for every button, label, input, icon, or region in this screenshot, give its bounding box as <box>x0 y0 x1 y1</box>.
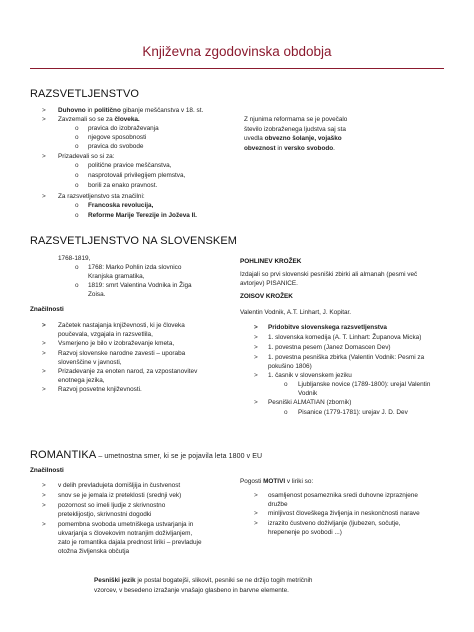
list-item: minljivost človeškega življenja in neskončnosti narave <box>268 510 420 517</box>
arrow-bullet-icon: > <box>42 482 46 489</box>
list-item: pokušino 1806) <box>268 363 312 370</box>
list-item: družbe <box>268 501 288 508</box>
list-item: 1768: Marko Pohlin izda slovnico <box>88 264 182 271</box>
pesniski-jezik-text: vzorcev, v besedeno izražanje vnašajo glasbeno in barvne elemente. <box>94 587 289 594</box>
list-item: 1. povestna pesem (Janez Domascen Dev) <box>268 344 391 351</box>
arrow-bullet-icon: > <box>42 368 46 375</box>
subheading-pohlinev-krozek: POHLINEV KROŽEK <box>240 258 302 265</box>
list-item: Za razsvetljenstvo sta značilni: <box>58 193 145 200</box>
circle-bullet-icon: o <box>284 381 288 388</box>
zois-text: Valentin Vodnik, A.T. Linhart, J. Kopitar. <box>240 309 352 316</box>
list-item: Zavzemali so se za človeka. <box>58 116 140 123</box>
circle-bullet-icon: o <box>75 202 79 209</box>
arrow-bullet-icon: > <box>42 193 46 200</box>
list-item: Kranjska gramatika, <box>88 273 145 280</box>
list-item: pravica do izobraževanja <box>88 125 159 132</box>
circle-bullet-icon: o <box>75 125 79 132</box>
reform-note: Z njunima reformama se je povečalo število izobraženega ljudstva saj sta uvedla obvezno šolanje, vojaško obveznost in versko svobodo. <box>244 116 348 152</box>
arrow-bullet-icon: > <box>254 520 258 527</box>
list-item: poučevala, vzgajala in razsvetlila, <box>58 331 153 338</box>
list-item: Vodnik <box>298 390 318 397</box>
arrow-bullet-icon: > <box>254 334 258 341</box>
arrow-bullet-icon: > <box>42 492 46 499</box>
circle-bullet-icon: o <box>75 212 79 219</box>
list-item: snov se je jemala iz preteklosti (srednji vek) <box>58 492 182 499</box>
arrow-bullet-icon: > <box>42 502 46 509</box>
pesniski-jezik-text: Pesniški jezik je postal bogatejši, slikovit, pesniki se ne držijo togih metričnih <box>94 577 313 584</box>
list-item: Prizadevanje za enoten narod, za vzpostanovitev <box>58 368 198 375</box>
list-item: Francoska revolucija, <box>88 202 154 209</box>
arrow-bullet-icon: > <box>254 372 258 379</box>
list-item: njegove sposobnosti <box>88 134 147 141</box>
circle-bullet-icon: o <box>75 264 79 271</box>
arrow-bullet-icon: > <box>254 492 258 499</box>
list-item: pravica do svobode <box>88 143 144 150</box>
list-item: Reforme Marije Terezije in Joževa II. <box>88 212 197 219</box>
arrow-bullet-icon: > <box>254 324 258 331</box>
subheading-zoisov-krozek: ZOISOV KROŽEK <box>240 293 293 300</box>
list-item: enotnega jezika, <box>58 377 105 384</box>
list-item: otožna življenska občutja <box>58 548 130 555</box>
list-item: zato je romantika dajala prednost liriki – prevladuje <box>58 539 202 546</box>
list-item: borili za enako pravnost. <box>88 182 158 189</box>
arrow-bullet-icon: > <box>42 322 46 329</box>
list-item: Ljubljanske novice (1789-1800): urejal Valentin <box>298 381 431 388</box>
arrow-bullet-icon: > <box>42 386 46 393</box>
section-heading-slovenski: RAZSVETLJENSTVO NA SLOVENSKEM <box>30 235 238 247</box>
circle-bullet-icon: o <box>75 182 79 189</box>
list-item: Razvoj slovenske narodne zavesti – uporaba <box>58 350 186 357</box>
list-item: Pesniški ALMATIAN (zbornik) <box>268 399 352 406</box>
subheading-znacilnosti: Značilnosti <box>30 306 64 313</box>
list-item: pomembna svoboda umetniškega ustvarjanja in <box>58 521 194 528</box>
list-item: ukvarjanja s človekovim notranjim doživljanjem, <box>58 530 193 537</box>
subheading-znacilnosti: Značilnosti <box>30 467 64 474</box>
arrow-bullet-icon: > <box>42 350 46 357</box>
list-item: Pisanice (1779-1781): urejav J. D. Dev <box>298 409 408 416</box>
section-heading-razsvetljenstvo: RAZSVETLJENSTVO <box>30 88 140 100</box>
circle-bullet-icon: o <box>75 172 79 179</box>
arrow-bullet-icon: > <box>42 116 46 123</box>
list-item: Začetek nastajanja književnosti, ki je človeka <box>58 322 185 329</box>
arrow-bullet-icon: > <box>42 153 46 160</box>
list-item: osamljenost posameznika sredi duhovne izpraznjene <box>268 492 418 499</box>
list-item: Pridobitve slovenskega razsvetljenstva <box>268 324 387 331</box>
circle-bullet-icon: o <box>75 134 79 141</box>
arrow-bullet-icon: > <box>254 344 258 351</box>
circle-bullet-icon: o <box>75 282 79 289</box>
list-item: Vsmerjeno je bilo v izobraževanje kmeta, <box>58 340 175 347</box>
arrow-bullet-icon: > <box>42 340 46 347</box>
list-item: preteklijostjo, skrivnostni dogodki <box>58 511 152 518</box>
list-item: Duhovno in politično gibanje meščanstva v 18. st. <box>58 107 204 114</box>
list-item: politične pravice meščanstva, <box>88 162 172 169</box>
list-item: 1. povestna pesniška zbirka (Valentin Vodnik: Pesmi za <box>268 354 425 361</box>
list-item: Prizadevali so si za: <box>58 153 115 160</box>
pohlin-text: avtorjev) PISANICE. <box>240 280 298 287</box>
circle-bullet-icon: o <box>75 162 79 169</box>
list-item: 1819: smrt Valentina Vodnika in Žiga <box>88 282 192 289</box>
list-item: izrazito čustveno doživljanje (ljubezen, sočutje, <box>268 520 401 527</box>
arrow-bullet-icon: > <box>254 510 258 517</box>
pohlin-text: Izdajali so prvi slovenski pesniški zbirki ali almanah (pesmi več <box>240 271 418 278</box>
list-item: pozornost so imeli ljudje z skrivnostno <box>58 502 166 509</box>
arrow-bullet-icon: > <box>42 107 46 114</box>
circle-bullet-icon: o <box>75 143 79 150</box>
list-item: 1. slovenska komedija (A. T. Linhart: Županova Micka) <box>268 334 422 341</box>
list-item: Zoisa. <box>88 291 106 298</box>
motivi-intro: Pogosti MOTIVI v liriki so: <box>240 478 314 485</box>
list-item: hrepenenje po svobodi ...) <box>268 529 342 536</box>
list-item: 1768-1819, <box>58 255 91 262</box>
title-rule <box>30 68 444 69</box>
arrow-bullet-icon: > <box>42 521 46 528</box>
list-item: 1. časnik v slovenskem jeziku <box>268 372 352 379</box>
arrow-bullet-icon: > <box>254 399 258 406</box>
arrow-bullet-icon: > <box>254 354 258 361</box>
circle-bullet-icon: o <box>284 409 288 416</box>
list-item: v delih prevladujeta domišljija in čustvenost <box>58 482 181 489</box>
list-item: slovenščine v javnosti, <box>58 359 122 366</box>
page-title: Književna zgodovinska obdobja <box>142 44 332 59</box>
list-item: nasprotovali privilegijem plemstva, <box>88 172 186 179</box>
section-heading-romantika: ROMANTIKA – umetnostna smer, ki se je pojavila leta 1800 v EU <box>30 449 263 461</box>
list-item: Razvoj posvetne književnosti. <box>58 386 142 393</box>
